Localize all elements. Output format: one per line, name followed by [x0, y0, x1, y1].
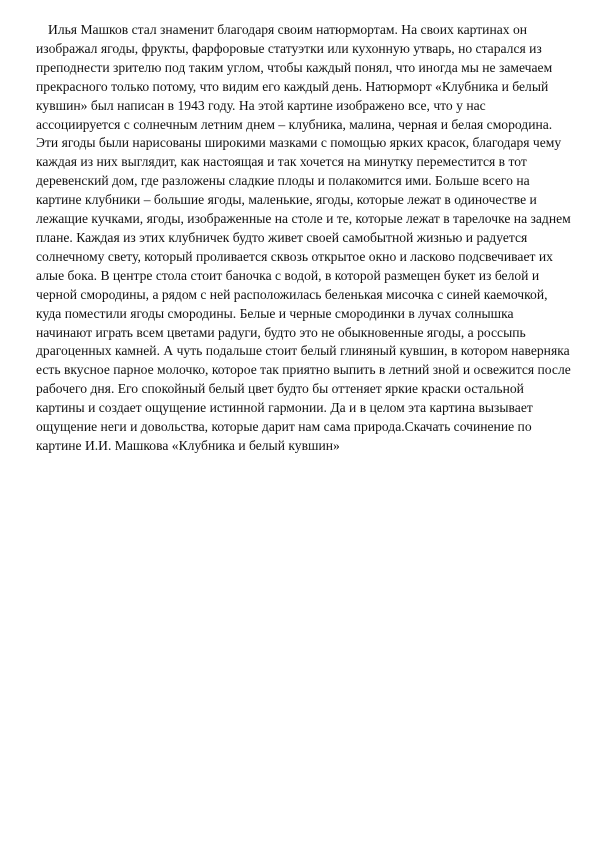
- essay-paragraph: Илья Машков стал знаменит благодаря своим натюрмортам. На своих картинах он изображал ягоды, фрукты, фарфоровые статуэтки или кухонную утварь, но старался из преподнести зрителю под таким углом, чтобы каждый понял, что иногда мы не замечаем прекрасного только потому, что видим его каждый день. Натюрморт «Клубника и белый кувшин» был написан в 1943 году. На этой картине изображено все, что у нас ассоциируется с солнечным летним днем – клубника, малина, черная и белая смородина. Эти ягоды были нарисованы широкими мазками с помощью ярких красок, благодаря чему каждая из них выглядит, как настоящая и так хочется на минутку переместится в тот деревенский дом, где разложены сладкие плоды и полакомится ими. Больше всего на картине клубники – большие ягоды, маленькие, ягоды, которые лежат в одиночестве и лежащие кучками, ягоды, изображенные на столе и те, которые лежат в тарелочке на заднем плане. Каждая из этих клубничек будто живет своей самобытной жизнью и радуется солнечному свету, который проливается сквозь открытое окно и ласково подсвечивает их алые бока. В центре стола стоит баночка с водой, в которой размещен букет из белой и черной смородины, а рядом с ней расположилась беленькая мисочка с синей каемочкой, куда поместили ягоды смородины. Белые и черные смородинки в лучах солнышка начинают играть всем цветами радуги, будто это не обыкновенные ягоды, а россыпь драгоценных камней. А чуть подальше стоит белый глиняный кувшин, в котором наверняка есть вкусное парное молочко, которое так приятно выпить в летний зной и освежится после рабочего дня. Его спокойный белый цвет будто бы оттеняет яркие краски остальной картины и создает ощущение истинной гармонии. Да и в целом эта картина вызывает ощущение неги и довольства, которые дарит нам сама природа.Скачать сочинение по картине И.И. Машкова «Клубника и белый кувшин»: [36, 22, 571, 453]
